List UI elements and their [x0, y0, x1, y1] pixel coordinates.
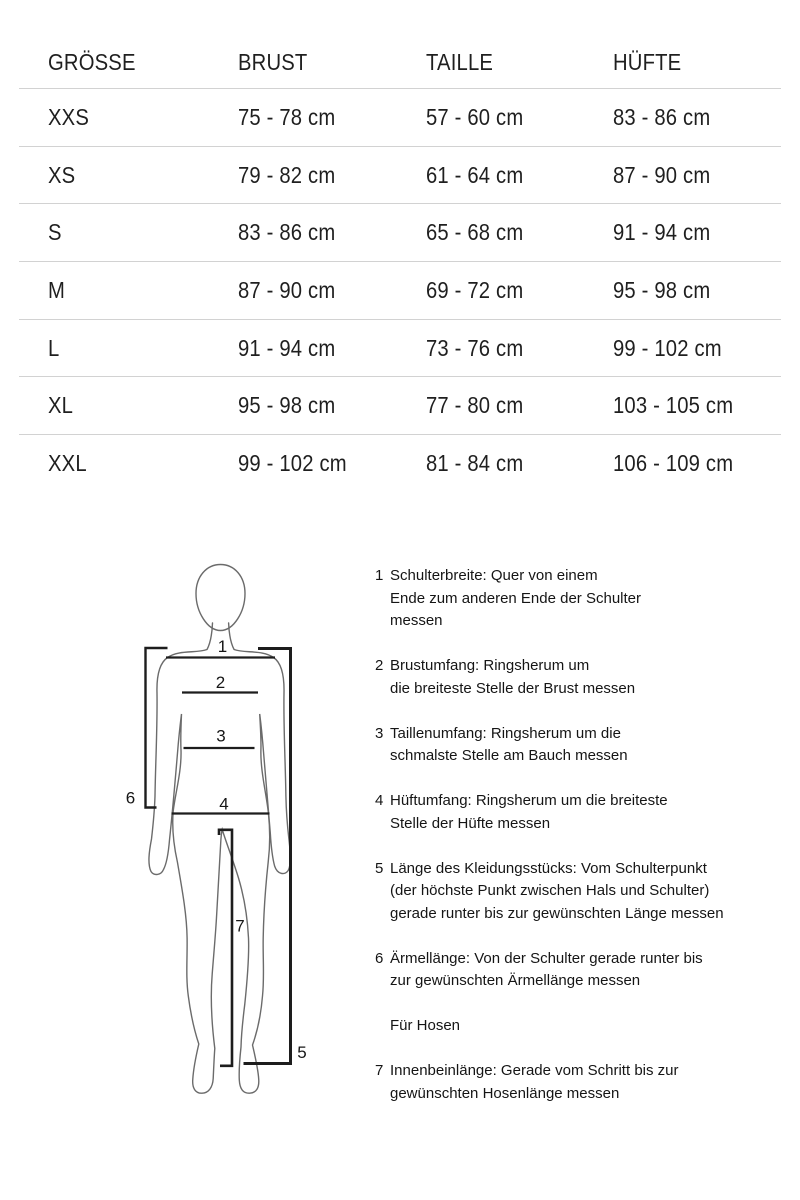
huefte-value: 106 - 109 cm	[613, 450, 734, 477]
taille-value: 65 - 68 cm	[426, 219, 524, 246]
instruction-line: Stelle der Hüfte messen	[390, 814, 551, 832]
instruction-line: schmalste Stelle am Bauch messen	[390, 747, 628, 764]
instruction-line: messen	[390, 612, 443, 629]
huefte-value: 91 - 94 cm	[613, 219, 711, 246]
instruction-item-trousers-heading	[375, 1015, 795, 1038]
taille-value: 81 - 84 cm	[426, 450, 524, 477]
instruction-item-inseam	[375, 1060, 795, 1105]
instruction-item-garment-length	[375, 858, 795, 926]
instruction-item-chest	[375, 655, 795, 700]
instruction-item-sleeve-length	[375, 948, 795, 993]
head-outline	[196, 565, 245, 631]
column-header-taille: TAILLE	[426, 49, 494, 75]
size-table-header-row	[19, 36, 781, 88]
size-label: XXS	[48, 104, 90, 130]
instruction-line: die breiteste Stelle der Brust messen	[390, 679, 636, 697]
instruction-number: 5	[375, 859, 384, 877]
size-label: XS	[48, 161, 76, 188]
huefte-value: 87 - 90 cm	[613, 161, 711, 188]
instruction-line: gewünschten Hosenlänge messen	[390, 1084, 620, 1102]
instruction-line: Taillenumfang: Ringsherum um die	[390, 724, 621, 742]
brust-value: 87 - 90 cm	[238, 277, 336, 304]
table-row-xxs	[19, 88, 781, 146]
marker-7: 7	[235, 916, 245, 936]
size-table	[19, 36, 781, 492]
huefte-value: 83 - 86 cm	[613, 104, 711, 130]
brust-value: 75 - 78 cm	[238, 104, 336, 130]
column-header-huefte: HÜFTE	[613, 49, 682, 75]
marker-6: 6	[125, 788, 136, 808]
instruction-line: (der höchste Punkt zwischen Hals und Schulter)	[390, 882, 710, 899]
size-label: XXL	[48, 450, 87, 477]
marker-1: 1	[217, 637, 228, 656]
instruction-item-waist	[375, 723, 795, 768]
instruction-line: Hüftumfang: Ringsherum um die breiteste	[390, 792, 668, 809]
size-label: M	[48, 277, 66, 304]
instruction-number	[375, 1015, 390, 1038]
huefte-value: 95 - 98 cm	[613, 277, 711, 304]
inseam-line	[219, 830, 232, 1066]
brust-value: 91 - 94 cm	[238, 334, 336, 361]
taille-value: 69 - 72 cm	[426, 277, 524, 304]
body-figure	[108, 545, 342, 1105]
taille-value: 77 - 80 cm	[426, 392, 524, 419]
brust-value: 83 - 86 cm	[238, 219, 336, 246]
instruction-line: Länge des Kleidungsstücks: Vom Schulterpunkt	[390, 859, 707, 877]
instruction-line: gerade runter bis zur gewünschten Länge messen	[390, 904, 724, 922]
instruction-number: 6	[375, 949, 384, 967]
marker-5: 5	[297, 1043, 307, 1062]
table-row-xl	[19, 376, 781, 434]
size-label: L	[48, 334, 60, 361]
table-row-m	[19, 261, 781, 319]
table-row-xxl	[19, 434, 781, 492]
taille-value: 73 - 76 cm	[426, 334, 524, 361]
brust-value: 79 - 82 cm	[238, 161, 336, 188]
column-header-brust: BRUST	[238, 49, 308, 75]
measuring-instructions	[375, 565, 795, 1105]
instruction-line: Brustumfang: Ringsherum um	[390, 657, 590, 674]
instruction-number: 1	[375, 567, 384, 584]
marker-3: 3	[216, 726, 226, 746]
instruction-line: Schulterbreite: Quer von einem	[390, 567, 598, 584]
brust-value: 95 - 98 cm	[238, 392, 336, 419]
instruction-line: Ende zum anderen Ende der Schulter	[390, 589, 641, 607]
instruction-item-hip	[375, 790, 795, 835]
huefte-value: 103 - 105 cm	[613, 392, 734, 419]
table-row-xs	[19, 146, 781, 204]
marker-2: 2	[215, 673, 226, 692]
instruction-line: Für Hosen	[390, 1017, 461, 1034]
huefte-value: 99 - 102 cm	[613, 334, 722, 361]
instruction-line: Ärmellänge: Von der Schulter gerade runter bis	[390, 949, 703, 967]
column-header-groesse: GRÖSSE	[48, 49, 136, 75]
instruction-number: 4	[375, 792, 384, 809]
instruction-item-shoulder	[375, 565, 795, 633]
size-label: XL	[48, 392, 74, 419]
marker-4: 4	[219, 794, 229, 814]
table-row-l	[19, 319, 781, 377]
instruction-line: Innenbeinlänge: Gerade vom Schritt bis zur	[390, 1062, 679, 1079]
table-row-s	[19, 203, 781, 261]
size-label: S	[48, 219, 62, 246]
instruction-number: 2	[375, 657, 384, 674]
brust-value: 99 - 102 cm	[238, 450, 347, 477]
taille-value: 57 - 60 cm	[426, 104, 524, 130]
taille-value: 61 - 64 cm	[426, 161, 524, 188]
instruction-line: zur gewünschten Ärmellänge messen	[390, 972, 641, 989]
instruction-number: 3	[375, 724, 384, 742]
instruction-number: 7	[375, 1062, 384, 1079]
